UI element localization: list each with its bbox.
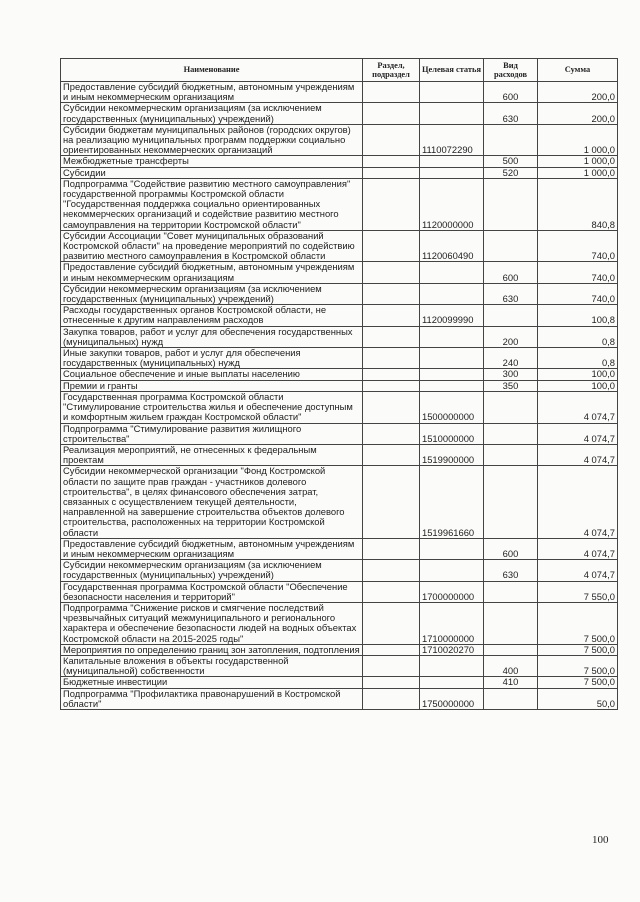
table-row [61,677,618,688]
cell-sum: 4 074,7 [538,466,618,538]
cell-section [363,262,420,283]
header-sum: Сумма [538,59,618,82]
cell-kind [484,423,538,444]
cell-target: 1519961660 [420,466,484,538]
cell-sum: 4 074,7 [538,391,618,423]
cell-name: Иные закупки товаров, работ и услуг для обеспечения государственных (муниципальных) нужд [61,348,363,369]
cell-sum: 740,0 [538,283,618,304]
cell-sum: 200,0 [538,82,618,103]
cell-sum: 7 500,0 [538,677,618,688]
table-row [61,644,618,655]
cell-target: 1120060490 [420,230,484,262]
table-row [61,156,618,167]
cell-kind [484,602,538,644]
cell-kind [484,444,538,465]
cell-kind: 500 [484,156,538,167]
cell-kind [484,466,538,538]
cell-name: Закупка товаров, работ и услуг для обеспечения государственных (муниципальных) нужд [61,326,363,347]
cell-name: Предоставление субсидий бюджетным, автономным учреждениям и иным некоммерческим организациям [61,538,363,559]
cell-target [420,283,484,304]
table-row [61,167,618,178]
cell-kind: 630 [484,103,538,124]
cell-target: 1110072290 [420,124,484,156]
table-row [61,348,618,369]
cell-target [420,262,484,283]
page-number: 100 [592,834,609,846]
table-row [61,178,618,230]
cell-kind [484,178,538,230]
cell-sum: 4 074,7 [538,444,618,465]
cell-name: Государственная программа Костромской области "Обеспечение безопасности населения и территорий" [61,581,363,602]
cell-target [420,103,484,124]
cell-section [363,305,420,326]
cell-section [363,655,420,676]
cell-target [420,655,484,676]
cell-section [363,283,420,304]
cell-kind [484,688,538,709]
table-row [61,103,618,124]
cell-name: Субсидии некоммерческим организациям (за исключением государственных (муниципальных) учреждений) [61,103,363,124]
cell-section [363,103,420,124]
header-kind: Вид расходов [484,59,538,82]
cell-sum: 100,0 [538,369,618,380]
cell-sum: 840,8 [538,178,618,230]
cell-section [363,560,420,581]
budget-table [60,58,618,710]
cell-sum: 4 074,7 [538,560,618,581]
cell-kind [484,305,538,326]
cell-target: 1700000000 [420,581,484,602]
cell-sum: 100,0 [538,380,618,391]
cell-name: Капитальные вложения в объекты государственной (муниципальной) собственности [61,655,363,676]
cell-name: Бюджетные инвестиции [61,677,363,688]
header-section: Раздел, подраздел [363,59,420,82]
cell-sum: 7 500,0 [538,602,618,644]
cell-name: Расходы государственных органов Костромской области, не отнесенные к другим направлениям расходов [61,305,363,326]
cell-sum: 4 074,7 [538,423,618,444]
cell-kind: 300 [484,369,538,380]
cell-kind: 350 [484,380,538,391]
cell-name: Подпрограмма "Содействие развитию местного самоуправления" государственной программы Костромской области "Государственная поддержка социально ориентированных некоммерческих организаций и содействие развитию местного самоуправления на территории Костромской области" [61,178,363,230]
cell-kind: 240 [484,348,538,369]
cell-sum: 50,0 [538,688,618,709]
table-row [61,602,618,644]
cell-target [420,156,484,167]
cell-sum: 7 500,0 [538,655,618,676]
cell-name: Субсидии некоммерческой организации "Фонд Костромской области по защите прав граждан - участников долевого строительства", в целях финансового обеспечения затрат, связанных с осуществлением текущей деятельности, направленной на завершение строительства объектов долевого строительства, расположенных на территории Костромской области [61,466,363,538]
table-row [61,283,618,304]
cell-section [363,688,420,709]
table-row [61,655,618,676]
cell-sum: 7 550,0 [538,581,618,602]
cell-target: 1519900000 [420,444,484,465]
cell-section [363,82,420,103]
cell-name: Межбюджетные трансферты [61,156,363,167]
cell-target [420,82,484,103]
cell-name: Государственная программа Костромской области "Стимулирование строительства жилья и обеспечение доступным и комфортным жильем граждан Костромской области" [61,391,363,423]
cell-target: 1500000000 [420,391,484,423]
cell-target: 1120099990 [420,305,484,326]
table-row [61,124,618,156]
table-row [61,423,618,444]
cell-section [363,178,420,230]
cell-target: 1710000000 [420,602,484,644]
cell-target: 1120000000 [420,178,484,230]
cell-section [363,326,420,347]
cell-target: 1710020270 [420,644,484,655]
cell-kind: 600 [484,82,538,103]
cell-target [420,326,484,347]
cell-sum: 200,0 [538,103,618,124]
cell-section [363,423,420,444]
cell-name: Субсидии [61,167,363,178]
cell-name: Социальное обеспечение и иные выплаты населению [61,369,363,380]
table-row [61,380,618,391]
cell-section [363,380,420,391]
cell-kind [484,230,538,262]
cell-section [363,348,420,369]
cell-name: Мероприятия по определению границ зон затопления, подтопления [61,644,363,655]
cell-name: Реализация мероприятий, не отнесенных к федеральным проектам [61,444,363,465]
table-row [61,82,618,103]
cell-sum: 0,8 [538,326,618,347]
cell-section [363,466,420,538]
cell-sum: 1 000,0 [538,124,618,156]
cell-target [420,560,484,581]
cell-target: 1750000000 [420,688,484,709]
cell-target [420,167,484,178]
table-row [61,391,618,423]
table-row [61,444,618,465]
cell-name: Подпрограмма "Стимулирование развития жилищного строительства" [61,423,363,444]
header-name: Наименование [61,59,363,82]
cell-section [363,538,420,559]
cell-sum: 1 000,0 [538,167,618,178]
cell-name: Предоставление субсидий бюджетным, автономным учреждениям и иным некоммерческим организациям [61,82,363,103]
cell-target [420,380,484,391]
cell-kind [484,124,538,156]
cell-kind: 600 [484,262,538,283]
cell-section [363,644,420,655]
table-row [61,688,618,709]
cell-name: Премии и гранты [61,380,363,391]
cell-name: Субсидии бюджетам муниципальных районов (городских округов) на реализацию муниципальных программ поддержки социально ориентированных некоммерческих организаций [61,124,363,156]
table-row [61,560,618,581]
cell-target [420,677,484,688]
cell-section [363,444,420,465]
cell-kind: 630 [484,560,538,581]
cell-name: Субсидии Ассоциации "Совет муниципальных образований Костромской области" на проведение мероприятий по содействию развитию местного самоуправления в Костромской области [61,230,363,262]
cell-kind: 200 [484,326,538,347]
cell-kind: 410 [484,677,538,688]
cell-name: Предоставление субсидий бюджетным, автономным учреждениям и иным некоммерческим организациям [61,262,363,283]
cell-kind: 630 [484,283,538,304]
cell-section [363,581,420,602]
cell-kind [484,644,538,655]
cell-sum: 7 500,0 [538,644,618,655]
table-row [61,305,618,326]
cell-section [363,602,420,644]
cell-section [363,369,420,380]
cell-sum: 740,0 [538,230,618,262]
cell-target: 1510000000 [420,423,484,444]
cell-section [363,156,420,167]
table-row [61,369,618,380]
cell-target [420,348,484,369]
cell-kind: 600 [484,538,538,559]
cell-target [420,369,484,380]
table-row [61,581,618,602]
table-row [61,466,618,538]
header-target: Целевая статья [420,59,484,82]
cell-kind: 520 [484,167,538,178]
table-row [61,230,618,262]
cell-target [420,538,484,559]
cell-section [363,677,420,688]
cell-sum: 1 000,0 [538,156,618,167]
cell-sum: 0,8 [538,348,618,369]
cell-kind [484,391,538,423]
table-header-row [61,59,618,82]
cell-kind: 400 [484,655,538,676]
cell-section [363,230,420,262]
cell-sum: 100,8 [538,305,618,326]
cell-section [363,167,420,178]
cell-sum: 740,0 [538,262,618,283]
table-row [61,326,618,347]
cell-name: Субсидии некоммерческим организациям (за исключением государственных (муниципальных) учреждений) [61,560,363,581]
cell-name: Подпрограмма "Профилактика правонарушений в Костромской области" [61,688,363,709]
cell-name: Субсидии некоммерческим организациям (за исключением государственных (муниципальных) учреждений) [61,283,363,304]
cell-kind [484,581,538,602]
table-row [61,262,618,283]
cell-sum: 4 074,7 [538,538,618,559]
cell-section [363,124,420,156]
table-row [61,538,618,559]
cell-name: Подпрограмма "Снижение рисков и смягчение последствий чрезвычайных ситуаций межмуниципального и регионального характера и обеспечение безопасности людей на водных объектах Костромской области на 2015-2025 годы" [61,602,363,644]
cell-section [363,391,420,423]
